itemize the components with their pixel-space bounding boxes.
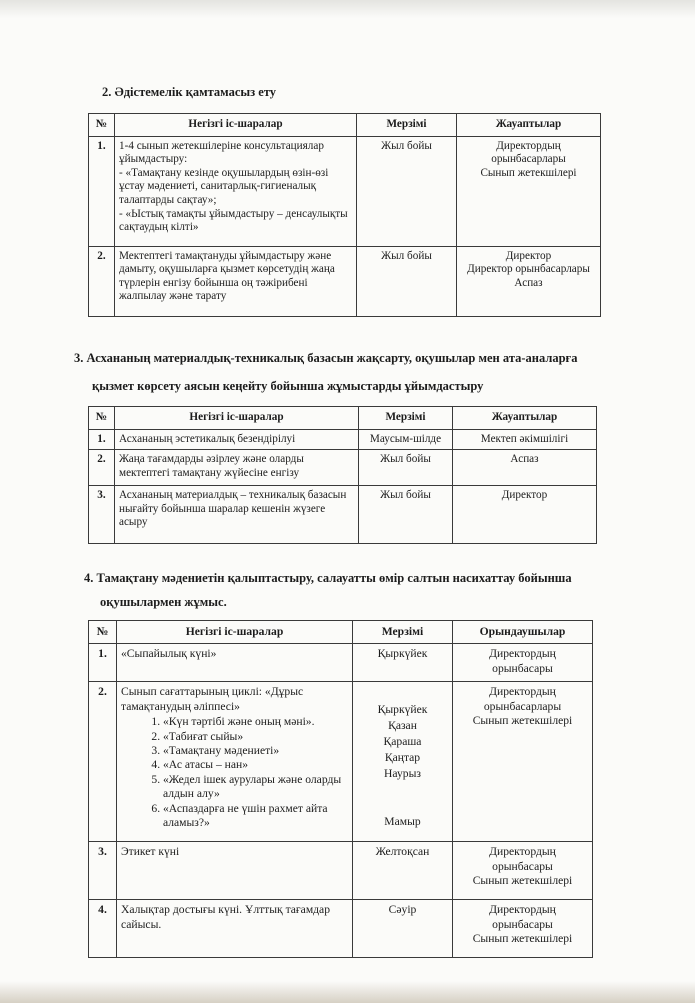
section-4-heading-line1: 4. Тамақтану мәдениетін қалыптастыру, салауатты өмір салтын насихаттау бойынша: [84, 571, 572, 585]
responsible-text: орынбасарлары: [483, 699, 562, 713]
col-header-responsible: Жауаптылар: [453, 407, 597, 430]
responsible-text: орынбасары: [492, 917, 553, 931]
term-text: Қазан: [388, 719, 417, 733]
activity-cell: Мектептегі тамақтануды ұйымдастыру және дамыту, оқушыларға қызмет көрсетудің жаңа түрлерін енгізу бойынша оң тәжірибені жалпылау және тарату: [115, 246, 357, 316]
term-spacer: [357, 782, 448, 798]
activity-cell: Этикет күні: [117, 842, 353, 900]
term-cell: Жыл бойы: [357, 136, 457, 246]
section-2-heading: 2. Әдістемелік қамтамасыз ету: [102, 85, 277, 99]
term-cell: Желтоқсан: [353, 842, 453, 900]
responsible-cell: [457, 136, 601, 246]
activity-cell: [117, 682, 353, 842]
page-top-shadow: [0, 0, 695, 18]
table-row: [89, 486, 597, 544]
term-cell: Маусым-шілде: [359, 429, 453, 450]
list-item: 1. «Күн тәртібі және оның мәні».: [163, 715, 348, 729]
list-item: 6. «Аспаздарға не үшін рахмет айта аламыз?»: [163, 802, 348, 831]
responsible-text: Директордың: [489, 845, 556, 859]
responsible-text: Директордың: [489, 903, 556, 917]
row-number: 1.: [89, 644, 117, 682]
term-cell: Қыркүйек: [353, 644, 453, 682]
list-item: 3. «Тамақтану мәдениеті»: [163, 744, 348, 758]
table-row: [89, 136, 601, 246]
activity-text: Сынып сағаттарының циклі: «Дұрыс тамақтанудың әліппесі»: [121, 685, 304, 713]
term-text: Қаңтар: [384, 751, 421, 765]
responsible-text: Директор орынбасарлары: [467, 263, 590, 276]
term-text: Мамыр: [384, 815, 421, 829]
term-cell: Жыл бойы: [359, 450, 453, 486]
list-item: 2. «Табиғат сыйы»: [163, 730, 348, 744]
table-row: [89, 450, 597, 486]
activity-cell: Халықтар достығы күні. Ұлттық тағамдар сайысы.: [117, 900, 353, 958]
col-header-activities: Негізгі іс-шаралар: [115, 114, 357, 137]
term-cell: [353, 682, 453, 842]
activity-text: 1-4 сынып жетекшілеріне консультациялар ұйымдастыру:: [119, 139, 324, 166]
row-number: 2.: [89, 246, 115, 316]
section-3-heading-line1: 3. Асхананың материалдық-техникалық базасын жақсарту, оқушылар мен ата-аналарға: [74, 351, 578, 365]
activity-cell: «Сыпайылық күні»: [117, 644, 353, 682]
responsible-cell: [453, 842, 593, 900]
activity-text: - «Ыстық тамақты ұйымдастыру – денсаулықты сақтаудың кілті»: [119, 207, 348, 234]
responsible-text: Директор: [505, 249, 552, 262]
col-header-term: Мерзімі: [359, 407, 453, 430]
row-number: 3.: [89, 486, 115, 544]
term-text: Қараша: [383, 735, 422, 749]
col-header-activities: Негізгі іс-шаралар: [115, 407, 359, 430]
col-header-term: Мерзімі: [353, 621, 453, 644]
activity-cell: Асхананың эстетикалық безендірілуі: [115, 429, 359, 450]
term-text: Наурыз: [384, 767, 421, 781]
responsible-text: Директордың: [489, 647, 556, 661]
col-header-responsible: Жауаптылар: [457, 114, 601, 137]
term-cell: Жыл бойы: [357, 246, 457, 316]
responsible-cell: [453, 900, 593, 958]
section-3-heading-line2: қызмет көрсету аясын кеңейту бойынша жұмыстарды ұйымдастыру: [92, 379, 484, 393]
responsible-text: орынбасары: [492, 859, 553, 873]
table-row: [89, 682, 593, 842]
col-header-activities: Негізгі іс-шаралар: [117, 621, 353, 644]
section-3-table: [88, 406, 597, 544]
row-number: 3.: [89, 842, 117, 900]
table-header-row: [89, 114, 601, 137]
responsible-text: орынбасары: [492, 661, 553, 675]
col-header-number: №: [89, 407, 115, 430]
activity-cell: [115, 136, 357, 246]
responsible-text: Сынып жетекшілері: [472, 714, 573, 728]
table-header-row: [89, 407, 597, 430]
responsible-cell: Директор: [453, 486, 597, 544]
responsible-cell: [457, 246, 601, 316]
page-bottom-shadow: [0, 981, 695, 1003]
row-number: 2.: [89, 450, 115, 486]
term-cell: Сәуір: [353, 900, 453, 958]
table-row: [89, 900, 593, 958]
responsible-text: Сынып жетекшілері: [480, 166, 577, 179]
activity-cell: Жаңа тағамдарды әзірлеу және оларды мектептегі тамақтану жүйесіне енгізу: [115, 450, 359, 486]
responsible-cell: Мектеп әкімшілігі: [453, 429, 597, 450]
table-row: [89, 644, 593, 682]
section-4-heading-line2: оқушылармен жұмыс.: [100, 595, 227, 609]
responsible-text: Аспаз: [514, 276, 543, 289]
responsible-cell: [453, 682, 593, 842]
responsible-text: Директордың: [489, 685, 556, 699]
responsible-text: Сынып жетекшілері: [472, 874, 573, 888]
term-spacer: [357, 798, 448, 814]
responsible-text: Сынып жетекшілері: [472, 932, 573, 946]
class-hour-list: [121, 715, 348, 830]
term-cell: Жыл бойы: [359, 486, 453, 544]
activity-text: - «Тамақтану кезінде оқушылардың өзін-өзі ұстау мәдениеті, санитарлық-гигиеналық талаптарды сақтау»;: [119, 166, 329, 206]
col-header-term: Мерзімі: [357, 114, 457, 137]
section-2-table: [88, 113, 601, 317]
row-number: 2.: [89, 682, 117, 842]
table-row: [89, 842, 593, 900]
table-row: [89, 429, 597, 450]
activity-cell: Асхананың материалдық – техникалық базасын нығайту бойынша шаралар кешенін жүзеге асыру: [115, 486, 359, 544]
list-item: 4. «Ас атасы – нан»: [163, 758, 348, 772]
responsible-cell: [453, 644, 593, 682]
col-header-performers: Орындаушылар: [453, 621, 593, 644]
col-header-number: №: [89, 621, 117, 644]
table-row: [89, 246, 601, 316]
col-header-number: №: [89, 114, 115, 137]
list-item: 5. «Жедел ішек аурулары және оларды алдын алу»: [163, 773, 348, 802]
row-number: 1.: [89, 136, 115, 246]
table-header-row: [89, 621, 593, 644]
responsible-cell: Аспаз: [453, 450, 597, 486]
section-4-table: [88, 620, 593, 958]
row-number: 1.: [89, 429, 115, 450]
row-number: 4.: [89, 900, 117, 958]
responsible-text: Директордың орынбасарлары: [491, 139, 566, 166]
term-text: Қыркүйек: [377, 703, 428, 717]
